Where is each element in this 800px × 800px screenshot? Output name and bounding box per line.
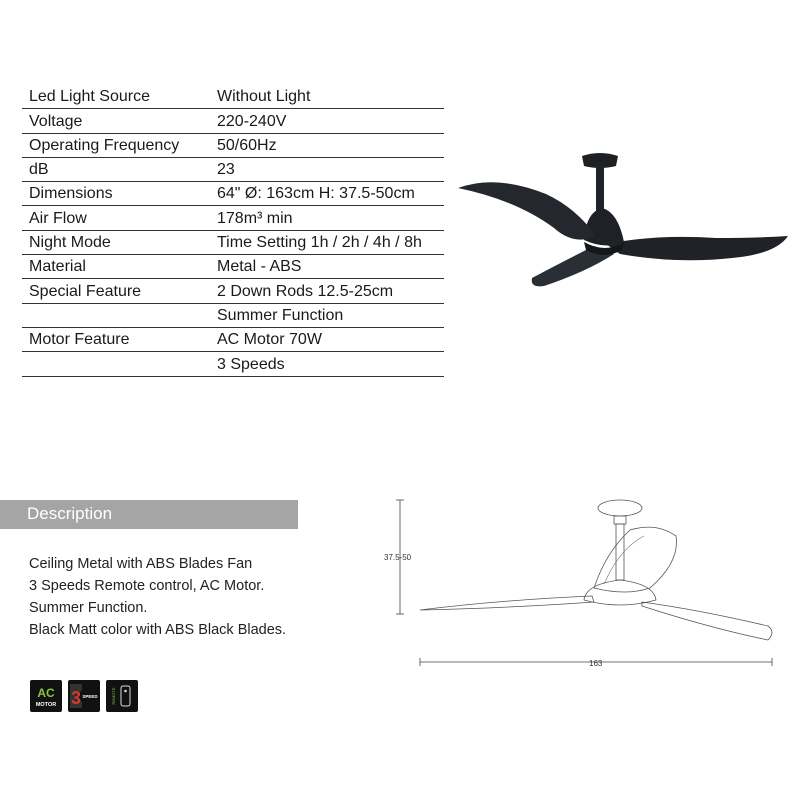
spec-label: Voltage [22, 109, 210, 133]
diagram-motor [584, 580, 656, 605]
spec-row [22, 327, 444, 351]
ac-motor-icon-bottom: MOTOR [35, 702, 57, 708]
spec-value: AC Motor 70W [210, 327, 444, 351]
spec-label: dB [22, 157, 210, 181]
spec-label: Operating Frequency [22, 133, 210, 157]
height-label: 37.5-50 [384, 553, 412, 562]
three-speed-icon [68, 680, 100, 712]
description-title: Description [27, 504, 113, 523]
diagram-rod [616, 524, 624, 580]
diagram-blade-left [420, 596, 594, 610]
fan-dimension-diagram [380, 492, 780, 672]
spec-value: 178m³ min [210, 206, 444, 230]
spec-value: Without Light [210, 85, 444, 109]
spec-table-body [22, 85, 444, 376]
diagram-blade-right [642, 602, 772, 640]
spec-row [22, 157, 444, 181]
description-line: Ceiling Metal with ABS Blades Fan [29, 556, 253, 572]
spec-value: 64" Ø: 163cm H: 37.5-50cm [210, 182, 444, 206]
spec-value: 3 Speeds [210, 352, 444, 376]
description-line: Black Matt color with ABS Black Blades. [29, 622, 287, 638]
blade-left-shape [458, 182, 596, 239]
remote-control-icon [106, 680, 138, 712]
diagram-collar [614, 516, 626, 524]
spec-row [22, 352, 444, 376]
spec-value: Summer Function [210, 303, 444, 327]
spec-value: Metal - ABS [210, 255, 444, 279]
spec-row [22, 279, 444, 303]
three-speed-icon-word: SPEED [82, 694, 98, 699]
spec-row [22, 133, 444, 157]
spec-value: 2 Down Rods 12.5-25cm [210, 279, 444, 303]
description-text [29, 553, 286, 641]
spec-label [22, 352, 210, 376]
spec-value: 50/60Hz [210, 133, 444, 157]
spec-row [22, 109, 444, 133]
three-speed-icon-number: 3 [70, 688, 82, 708]
width-label: 163 [589, 659, 603, 668]
spec-label: Led Light Source [22, 85, 210, 109]
spec-label: Motor Feature [22, 327, 210, 351]
spec-value: Time Setting 1h / 2h / 4h / 8h [210, 230, 444, 254]
ac-motor-icon-top: AC [37, 686, 55, 700]
spec-value: 23 [210, 157, 444, 181]
spec-row [22, 255, 444, 279]
spec-label: Air Flow [22, 206, 210, 230]
spec-value: 220-240V [210, 109, 444, 133]
spec-table [22, 85, 444, 377]
spec-label: Material [22, 255, 210, 279]
remote-icon-button [124, 690, 127, 693]
spec-row [22, 206, 444, 230]
motor-housing-shape [584, 208, 624, 246]
spec-label: Special Feature [22, 279, 210, 303]
diagram-canopy [598, 500, 642, 516]
blade-right-shape [606, 236, 788, 260]
down-rod-shape [596, 166, 604, 214]
spec-row [22, 303, 444, 327]
remote-icon-word: REMOTE [111, 687, 116, 705]
description-line: 3 Speeds Remote control, AC Motor. [29, 578, 265, 594]
spec-label: Night Mode [22, 230, 210, 254]
description-header [0, 500, 298, 529]
spec-row [22, 182, 444, 206]
spec-label [22, 303, 210, 327]
spec-label: Dimensions [22, 182, 210, 206]
canopy-shape [582, 153, 618, 168]
spec-row [22, 230, 444, 254]
spec-row [22, 85, 444, 109]
fan-product-photo [456, 150, 792, 292]
remote-icon-body [121, 686, 130, 706]
description-line: Summer Function. [29, 600, 148, 616]
ac-motor-icon [30, 680, 62, 712]
